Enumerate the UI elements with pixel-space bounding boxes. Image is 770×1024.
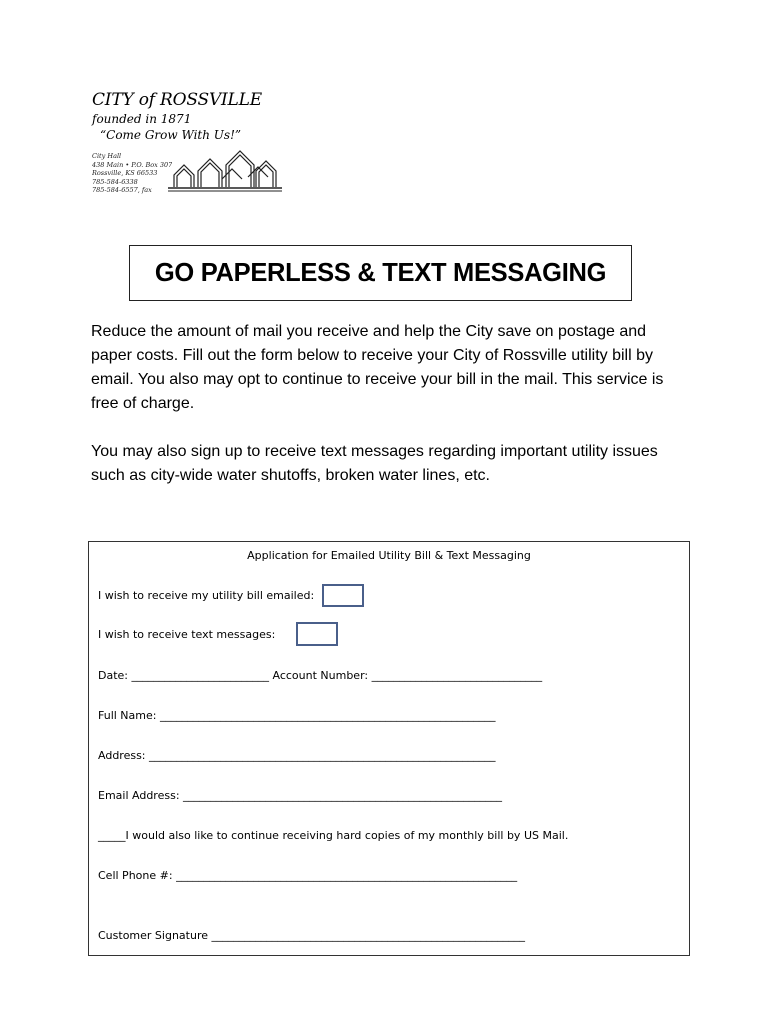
text-messages-label: I wish to receive text messages: (98, 628, 276, 641)
email-address-label: Email Address: (98, 789, 180, 802)
date-label: Date: (98, 669, 128, 682)
form-header: Application for Emailed Utility Bill & Text Messaging (247, 549, 531, 562)
account-number-field[interactable]: _______________________________ (371, 669, 543, 682)
cell-phone-label: Cell Phone #: (98, 869, 173, 882)
address-line: City Hall (92, 152, 122, 160)
date-account-row (98, 669, 542, 682)
full-name-label: Full Name: (98, 709, 157, 722)
address-row (98, 749, 496, 762)
signature-label: Customer Signature (98, 929, 208, 942)
address-line: Rossville, KS 66533 (92, 169, 158, 178)
city-motto: “Come Grow With Us!” (100, 128, 242, 142)
application-form (88, 541, 690, 956)
text-messages-row (98, 628, 275, 641)
page-title: GO PAPERLESS & TEXT MESSAGING (154, 258, 607, 287)
letterhead (92, 90, 292, 200)
hard-copy-row (98, 829, 568, 842)
full-name-row (98, 709, 495, 722)
text-messages-checkbox[interactable] (296, 622, 338, 646)
address-line: 785-584-6557, fax (92, 186, 152, 195)
email-address-field[interactable]: __________________________________________________________ (183, 789, 503, 802)
signature-row (98, 929, 525, 942)
email-bill-row (98, 589, 314, 602)
title-box (129, 245, 632, 301)
email-bill-label: I wish to receive my utility bill emailed: (98, 589, 315, 602)
full-name-field[interactable]: _____________________________________________________________ (159, 709, 496, 722)
cell-phone-row (98, 869, 517, 882)
founded-text: founded in 1871 (92, 112, 192, 126)
text-messaging-paragraph: You may also sign up to receive text messages regarding important utility issues such as city-wide water shutoffs, broken water lines, etc. (91, 443, 658, 484)
city-address (92, 152, 172, 195)
account-number-label: Account Number: (272, 669, 369, 682)
intro-paragraph: Reduce the amount of mail you receive and help the City save on postage and paper costs. Fill out the form below to receive your City of Rossville utility bill by email. You also may opt to continue to receive your bill in the mail. This service is free of charge. (91, 323, 664, 412)
cell-phone-field[interactable]: ______________________________________________________________ (176, 869, 518, 882)
houses-icon (168, 147, 284, 197)
address-line: 785-584-6338 (92, 177, 138, 186)
hard-copy-field[interactable]: _____ (98, 829, 126, 842)
email-bill-checkbox[interactable] (322, 584, 364, 607)
date-field[interactable]: _________________________ (131, 669, 269, 682)
signature-field[interactable]: _________________________________________________________ (211, 929, 525, 942)
address-field[interactable]: _______________________________________________________________ (149, 749, 496, 762)
address-label: Address: (98, 749, 146, 762)
city-name: CITY of ROSSVILLE (92, 90, 262, 110)
email-address-row (98, 789, 502, 802)
hard-copy-label: I would also like to continue receiving hard copies of my monthly bill by US Mail. (125, 829, 569, 842)
address-line: 438 Main • P.O. Box 307 (92, 160, 173, 169)
